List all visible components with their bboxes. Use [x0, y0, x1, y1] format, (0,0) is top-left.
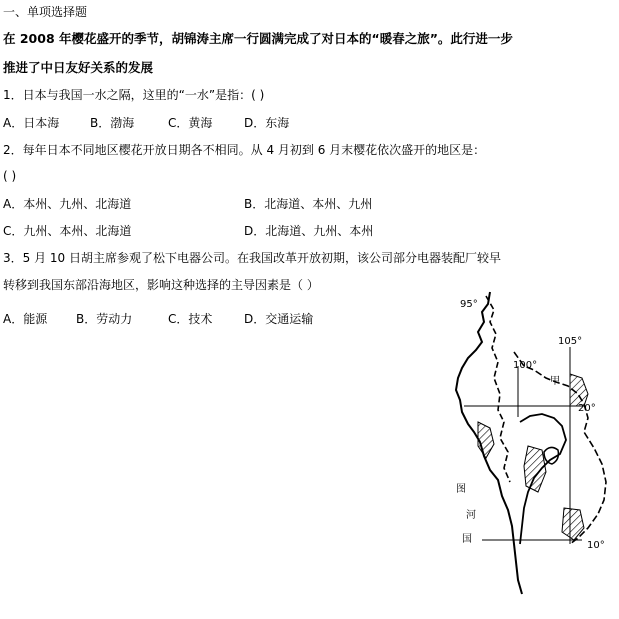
question-1-stem: 1．日本与我国一水之隔，这里的“一水”是指：( )	[3, 88, 265, 102]
q2-option-b: B．北海道、本州、九州	[244, 197, 373, 211]
question-2-stem-cont: ( )	[3, 169, 17, 183]
question-2-stem: 2．每年日本不同地区樱花开放日期各不相同。从 4 月初到 6 月末樱花依次盛开的地区是：	[3, 143, 486, 157]
inner-border	[486, 296, 510, 482]
question-3-stem: 3．5 月 10 日胡主席参观了松下电器公司。在我国改革开放初期，该公司部分电器装配厂较早	[3, 251, 501, 265]
q3-option-d: D．交通运输	[244, 312, 314, 326]
intro-line-1: 在 2008 年樱花盛开的季节，胡锦涛主席一行圆满完成了对日本的“暖春之旅”。此行进一步	[3, 31, 513, 46]
hatched-area-center	[524, 446, 546, 492]
q3-option-a: A．能源	[3, 312, 48, 326]
q3-option-c: C．技术	[168, 312, 213, 326]
q1-option-d: D．东海	[244, 116, 290, 130]
q1-option-b: B．渤海	[90, 116, 135, 130]
hatched-area-north	[570, 374, 588, 406]
indochina-map-figure	[438, 282, 619, 600]
q2-option-c: C．九州、本州、北海道	[3, 224, 132, 238]
label-tu: 图	[456, 484, 466, 495]
label-guo: 国	[462, 534, 472, 545]
label-20: 20°	[578, 403, 596, 414]
question-3-stem-cont: 转移到我国东部沿海地区，影响这种选择的主导因素是（ ）	[3, 278, 319, 292]
label-jia: 甲	[550, 376, 560, 387]
label-100: 100°	[513, 360, 538, 371]
q2-option-a: A．本州、九州、北海道	[3, 197, 132, 211]
section-title: 一、单项选择题	[3, 5, 88, 19]
q2-option-d: D．北海道、九州、本州	[244, 224, 374, 238]
hatched-area-west	[478, 422, 494, 458]
label-10: 10°	[587, 540, 605, 551]
q3-option-b: B．劳动力	[76, 312, 133, 326]
q1-option-c: C．黄海	[168, 116, 213, 130]
label-he: 河	[466, 510, 476, 521]
q1-option-a: A．日本海	[3, 116, 60, 130]
label-105: 105°	[558, 336, 583, 347]
label-95: 95°	[460, 299, 478, 310]
intro-line-2: 推进了中日友好关系的发展	[3, 60, 154, 75]
